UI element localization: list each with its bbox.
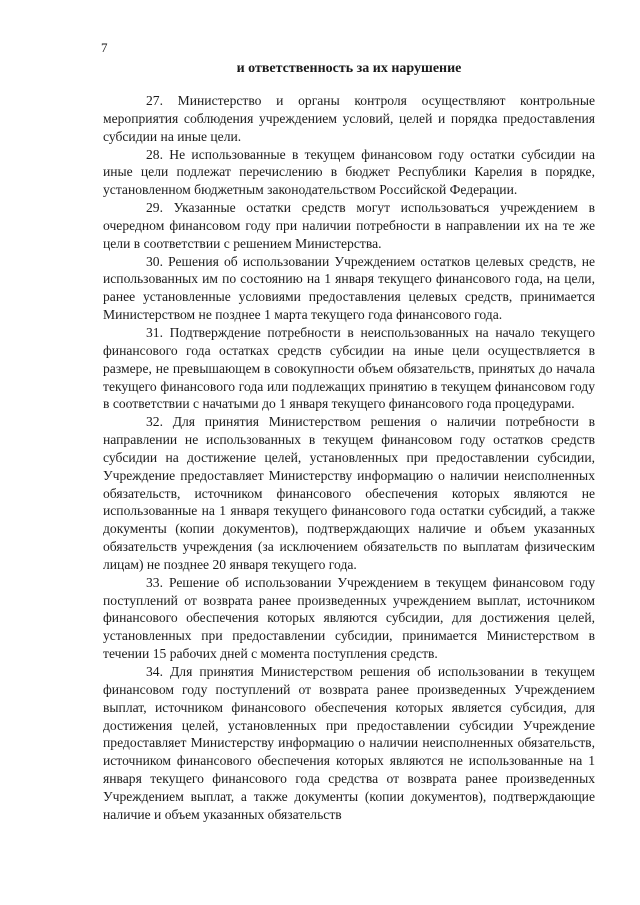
document-body <box>103 92 595 824</box>
paragraph-30: 30. Решения об использовании Учреждением остатков целевых средств, не использованных им по состоянию на 1 января текущего финансового года, на цели, ранее установленные условиями предоставления целевых средств, принимается Министерством не позднее 1 марта текущего года финансового года. <box>103 253 595 323</box>
page-number: 7 <box>101 40 108 55</box>
paragraph-31: 31. Подтверждение потребности в неиспользованных на начало текущего финансового года остатках средств субсидии на иные цели осуществляется в размере, не превышающем в совокупности объем обязательств, принятых до начала текущего финансового года или подлежащих принятию в текущем финансовом году в соответствии с начатыми до 1 января текущего финансового года процедурами. <box>103 324 595 412</box>
paragraph-29: 29. Указанные остатки средств могут использоваться учреждением в очередном финансовом году при наличии потребности в направлении их на те же цели в соответствии с решением Министерства. <box>103 200 595 251</box>
paragraph-28: 28. Не использованные в текущем финансовом году остатки субсидии на иные цели подлежат перечислению в бюджет Республики Карелия в порядке, установленном бюджетным законодательством Российской Федерации. <box>103 146 595 198</box>
paragraph-33: 33. Решение об использовании Учреждением в текущем финансовом году поступлений от возврата ранее произведенных учреждением выплат, источником финансового обеспечения которых являются субсидии, для достижения целей, установленных при предоставлении субсидии, принимается Министерством в течении 15 рабочих дней с момента поступления средств. <box>103 574 595 662</box>
section-heading: и ответственность за их нарушение <box>236 61 462 76</box>
paragraph-34: 34. Для принятия Министерством решения об использовании в текущем финансовом году поступлений от возврата ранее произведенных Учреждением выплат, источником финансового обеспечения которых является субсидия, для достижения целей, установленных при предоставлении субсидии Учреждение предоставляет Министерству информацию о наличии неисполненных обязательств, источником финансового обеспечения которых являются не использованные на 1 января текущего финансового года средства от возврата ранее произведенных Учреждением выплат, а также документы (копии документов), подтверждающие наличие и объем указанных обязательств <box>103 664 595 822</box>
paragraph-32: 32. Для принятия Министерством решения о наличии потребности в направлении не использованных в текущем финансовом году остатков средств субсидии на достижение целей, установленных при предоставлении субсидии, Учреждение предоставляет Министерству информацию о наличии неисполненных обязательств, источником финансового обеспечения которых являются не использованные на 1 января текущего финансового года остатки субсидий, а также документы (копии документов), подтверждающих наличие и объем указанных обязательств учреждения (за исключением обязательств по выплатам физическим лицам) не позднее 20 января текущего года. <box>103 414 595 572</box>
paragraph-27: 27. Министерство и органы контроля осуществляют контрольные мероприятия соблюдения учреждением условий, целей и порядка предоставления субсидии на иные цели. <box>103 93 595 144</box>
